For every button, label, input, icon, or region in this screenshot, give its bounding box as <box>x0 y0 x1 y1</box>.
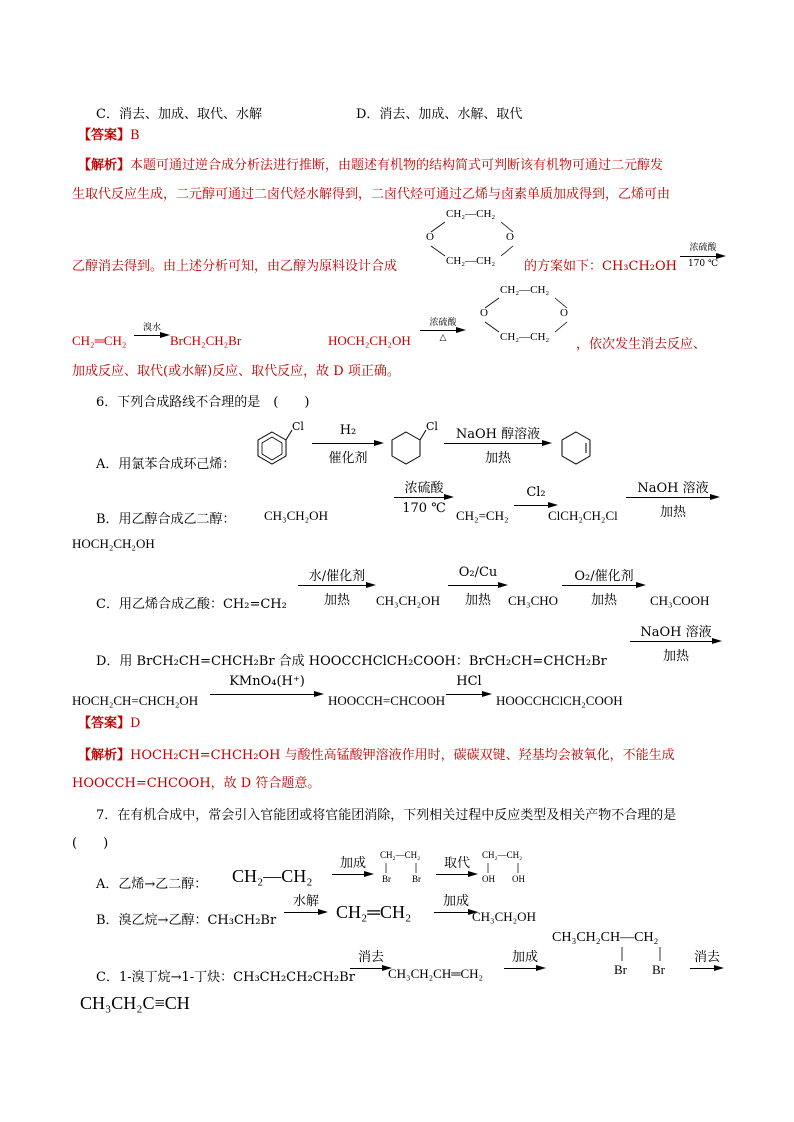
q6-analysis-1: 【解析】HOCH₂CH=CHCH₂OH 与酸性高锰酸钾溶液作用时，碳碳双键、羟基均会被氧化，不能生成 <box>78 748 675 763</box>
q7-option-a-label: A．乙烯→乙二醇： <box>96 877 208 892</box>
dibromoethane: BrCH₂CH₂Br <box>170 333 242 348</box>
arrow-concentrated-h2so4-2: 浓硫酸 △ <box>420 315 466 355</box>
q6b-arrow-3: NaOH 溶液 加热 <box>626 477 720 525</box>
analysis-tag: 【解析】 <box>78 158 131 173</box>
q6-answer: 【答案】D <box>78 716 141 731</box>
ethylene-glycol: HOCH₂CH₂OH <box>328 333 411 348</box>
arrow-concentrated-h2so4-1: 浓硫酸 170 ℃ <box>680 240 726 280</box>
q6-analysis-2: HOOCCH=CHCOOH，故 D 符合题意。 <box>72 776 321 791</box>
q6d-arrow-1: NaOH 溶液 加热 <box>630 621 722 669</box>
analysis-line-3b: 的方案如下：CH₃CH₂OH <box>524 259 677 274</box>
q6a-arrow-2: NaOH 醇溶液 加热 <box>444 423 552 463</box>
q7b-arrow-2: 加成 <box>434 890 478 918</box>
q7a-arrow-2: 取代 <box>436 852 478 880</box>
answer-value: B <box>130 128 140 143</box>
q6d-arrow-3: HCl <box>446 674 492 698</box>
q6b-arrow-1: 浓硫酸 170 ℃ <box>394 477 454 525</box>
q6c-arrow-3: O₂/催化剂 加热 <box>562 565 646 613</box>
option-d: D．消去、加成、水解、取代 <box>356 107 523 122</box>
q6-stem: 6．下列合成路线不合理的是 ( ) <box>96 395 310 410</box>
q6d-arrow-2: KMnO₄(H⁺) <box>210 674 324 698</box>
q6c-arrow-1: 水/催化剂 加热 <box>298 565 376 613</box>
ethene: CH₂═CH₂ <box>72 333 127 348</box>
q7-option-b-label: B．溴乙烷→乙醇：CH₃CH₂Br <box>96 913 277 928</box>
q7b-arrow-1: 水解 <box>284 890 328 918</box>
q7-stem: 7．在有机合成中，常会引入官能团或将官能团消除，下列相关过程中反应类型及相关产物不合理的是 <box>96 808 677 823</box>
q7c-arrow-2: 加成 <box>504 946 546 974</box>
q7c-arrow-1: 消去 <box>350 946 392 974</box>
analysis-line-2: 生取代反应生成，二元醇可通过二卤代烃水解得到，二卤代烃可通过乙烯与卤素单质加成得到，乙烯可由 <box>72 187 671 202</box>
answer-tag: 【答案】 <box>78 128 131 143</box>
q7-paren: ( ) <box>72 836 109 851</box>
q7-option-c-label: C．1-溴丁烷→1-丁炔：CH₃CH₂CH₂CH₂Br <box>96 970 355 985</box>
q6-option-a-label: A．用氯苯合成环己烯： <box>96 457 236 472</box>
answer-line <box>78 124 140 143</box>
analysis-line-4-tail: ，依次发生消去反应、 <box>576 337 707 352</box>
analysis-line-5: 加成反应、取代(或水解)反应、取代反应，故 D 项正确。 <box>72 364 400 379</box>
q7c-arrow-3: 消去 <box>690 946 724 974</box>
arrow-bromine-water: 溴水 <box>134 320 170 340</box>
cyclohexene-structure <box>558 418 608 476</box>
option-c: C．消去、加成、取代、水解 <box>96 107 262 122</box>
analysis-line-1: 【解析】本题可通过逆合成分析法进行推断，由题述有机物的结构简式可判断该有机物可通过二元醇发 <box>78 158 664 173</box>
cl-label-2: Cl <box>426 420 438 433</box>
q6c-arrow-2: O₂/Cu 加热 <box>448 565 508 613</box>
q6b-arrow-2: Cl₂ <box>514 485 558 507</box>
q6-option-d-label: D．用 BrCH₂CH=CHCH₂Br 合成 HOOCCHClCH₂COOH：BrCH₂CH=CHCH₂Br <box>96 654 607 669</box>
q6-option-c-label: C．用乙烯合成乙酸：CH₂=CH₂ <box>96 597 287 612</box>
q6a-arrow-1: H₂ 催化剂 <box>312 423 384 463</box>
analysis-line-3: 乙醇消去得到。由上述分析可知，由乙醇为原料设计合成 <box>72 259 398 274</box>
q6-option-b-label: B．用乙醇合成乙二醇： <box>96 512 236 527</box>
cl-label: Cl <box>292 420 304 433</box>
q7a-arrow-1: 加成 <box>332 852 374 880</box>
